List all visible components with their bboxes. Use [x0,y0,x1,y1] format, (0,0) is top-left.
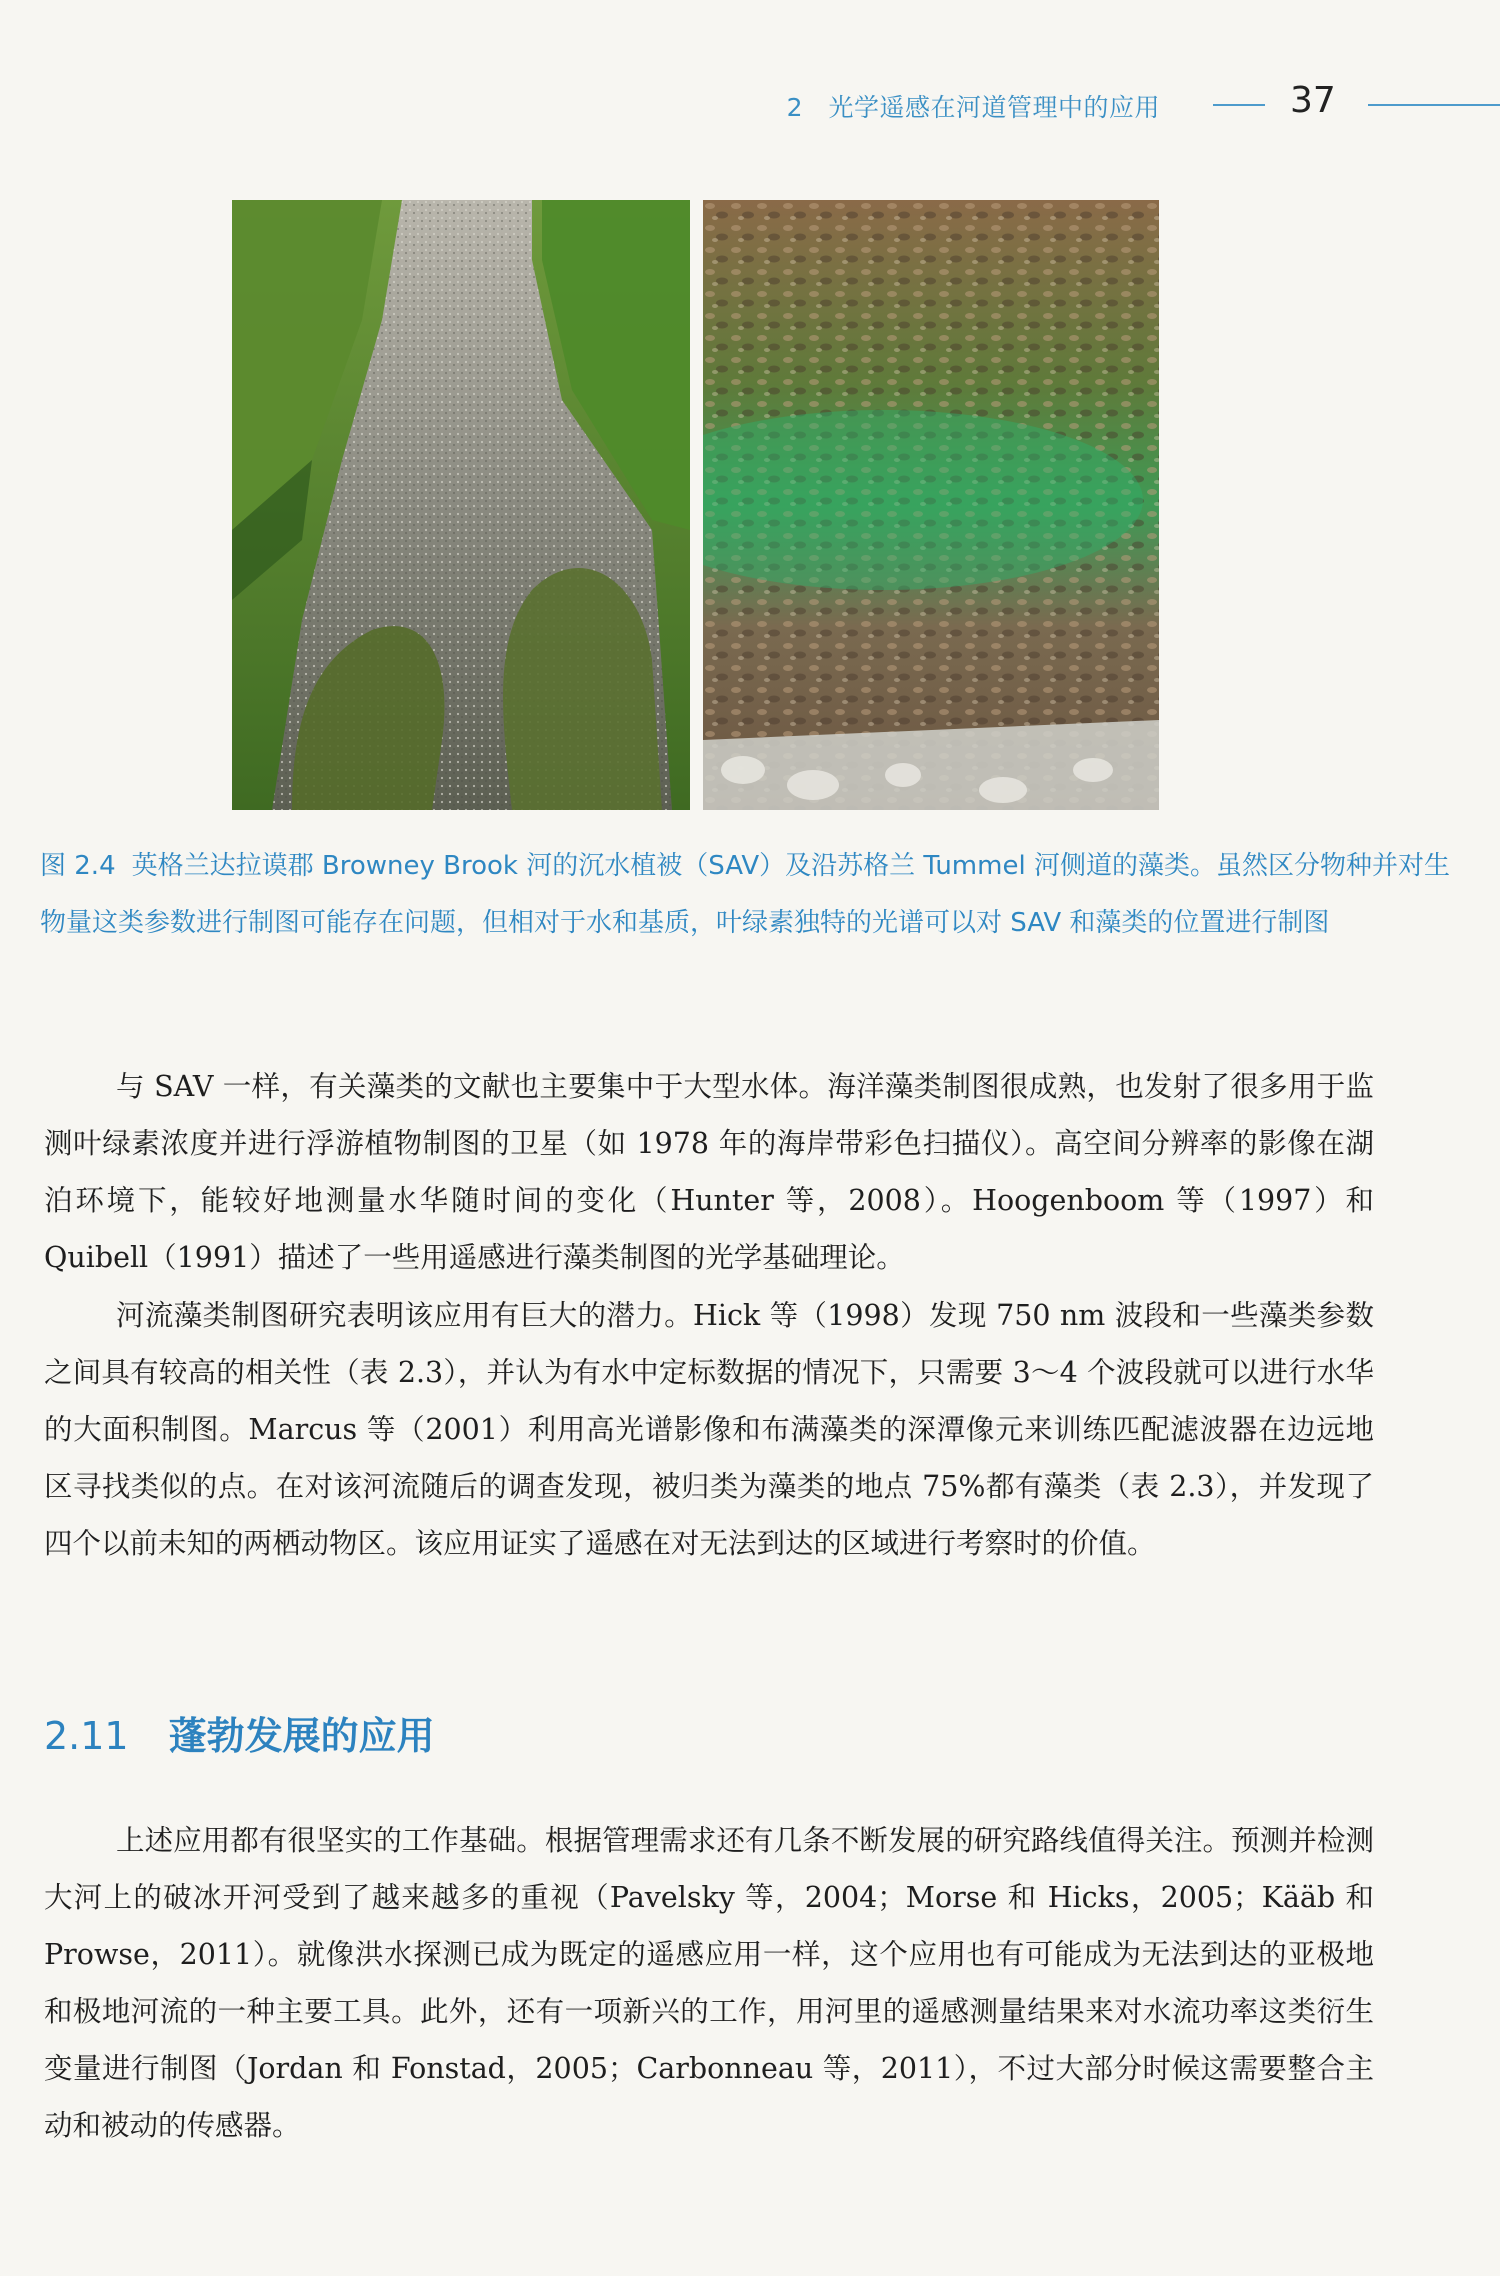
figure-photo-tummel-river [703,200,1159,810]
header-rule-right [1368,104,1500,106]
body-paragraph-1: 与 SAV 一样，有关藻类的文献也主要集中于大型水体。海洋藻类制图很成熟，也发射了很多用于监测叶绿素浓度并进行浮游植物制图的卫星（如 1978 年的海岸带彩色扫描仪）。高空间分辨率的影像在湖泊环境下，能较好地测量水华随时间的变化（Hunter 等，2008）。Hoogenboom 等（1997）和 Quibell（1991）描述了一些用遥感进行藻类制图的光学基础理论。 [44,1070,1374,1274]
page-number: 37 [1290,80,1336,121]
figure-photo-browney-brook [232,200,690,810]
section-title: 蓬勃发展的应用 [168,1714,435,1758]
body-paragraph-2: 河流藻类制图研究表明该应用有巨大的潜力。Hick 等（1998）发现 750 nm 波段和一些藻类参数之间具有较高的相关性（表 2.3），并认为有水中定标数据的情况下，只需要 3～4 个波段就可以进行水华的大面积制图。Marcus 等（2001）利用高光谱影像和布满藻类的深潭像元来训练匹配滤波器在边远地区寻找类似的点。在对该河流随后的调查发现，被归类为藻类的地点 75%都有藻类（表 2.3），并发现了四个以前未知的两栖动物区。该应用证实了遥感在对无法到达的区域进行考察时的价值。 [44,1299,1374,1560]
figure-caption-text: 英格兰达拉谟郡 Browney Brook 河的沉水植被（SAV）及沿苏格兰 Tummel 河侧道的藻类。虽然区分物种并对生物量这类参数进行制图可能存在问题，但相对于水和基质，叶绿素独特的光谱可以对 SAV 和藻类的位置进行制图 [40,851,1450,938]
header-rule-left [1213,104,1265,106]
figure-caption-id: 图 2.4 [40,851,116,881]
body-paragraph-3: 上述应用都有很坚实的工作基础。根据管理需求还有几条不断发展的研究路线值得关注。预测并检测大河上的破冰开河受到了越来越多的重视（Pavelsky 等，2004；Morse 和 Hicks，2005；Kääb 和 Prowse，2011）。就像洪水探测已成为既定的遥感应用一样，这个应用也有可能成为无法到达的亚极地和极地河流的一种主要工具。此外，还有一项新兴的工作，用河里的遥感测量结果来对水流功率这类衍生变量进行制图（Jordan 和 Fonstad，2005；Carbonneau 等，2011），不过大部分时候这需要整合主动和被动的传感器。 [44,1824,1374,2142]
algae-riverbed-image [703,200,1159,810]
section-heading [44,1705,435,1760]
stream-vegetation-image [232,200,690,810]
section-number: 2.11 [44,1714,129,1758]
running-title: 2 光学遥感在河道管理中的应用 [786,93,1160,122]
running-header [0,80,1500,126]
figure-caption [40,838,1460,952]
